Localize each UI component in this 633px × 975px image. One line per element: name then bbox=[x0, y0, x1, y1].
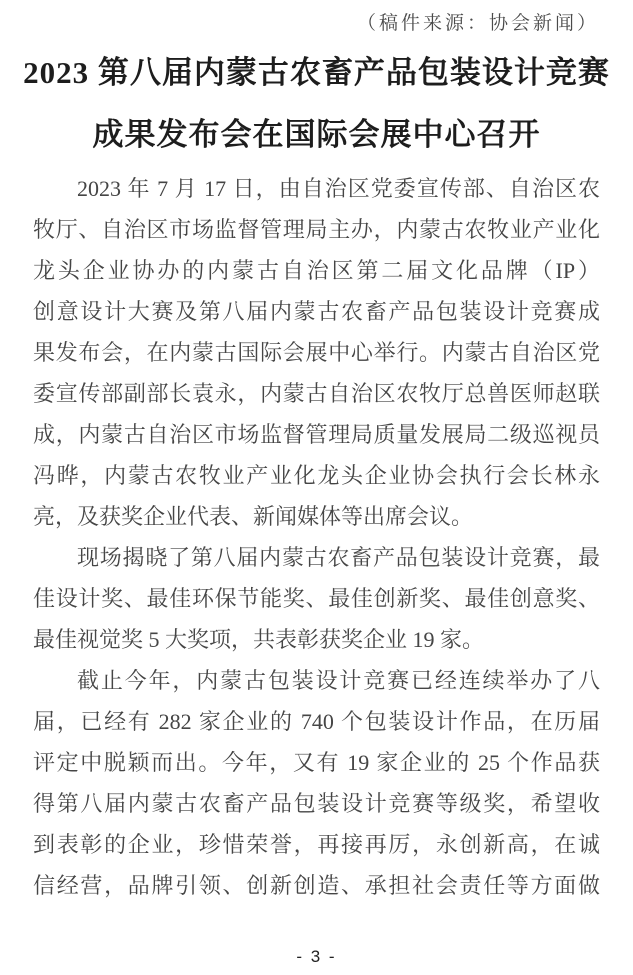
body-line: 亮，及获奖企业代表、新闻媒体等出席会议。 bbox=[33, 504, 474, 529]
body-line: 评定中脱颖而出。今年，又有 19 家企业的 25 个作品获 bbox=[33, 750, 600, 775]
title-line-1: 2023 第八届内蒙古农畜产品包装设计竞赛 bbox=[23, 55, 610, 90]
paragraph bbox=[33, 537, 600, 660]
body-line: 龙头企业协办的内蒙古自治区第二届文化品牌（IP） bbox=[33, 258, 600, 283]
body-line: 信经营，品牌引领、创新创造、承担社会责任等方面做 bbox=[33, 873, 600, 898]
body-line: 佳设计奖、最佳环保节能奖、最佳创新奖、最佳创意奖、 bbox=[33, 586, 600, 611]
body-line: 2023 年 7 月 17 日，由自治区党委宣传部、自治区农 bbox=[77, 176, 600, 201]
document-body bbox=[33, 168, 600, 906]
body-line: 现场揭晓了第八届内蒙古农畜产品包装设计竞赛，最 bbox=[77, 545, 600, 570]
body-line: 冯晔，内蒙古农牧业产业化龙头企业协会执行会长林永 bbox=[33, 463, 600, 488]
body-line: 创意设计大赛及第八届内蒙古农畜产品包装设计竞赛成 bbox=[33, 299, 600, 324]
body-line: 得第八届内蒙古农畜产品包装设计竞赛等级奖，希望收 bbox=[33, 791, 600, 816]
body-line: 牧厅、自治区市场监督管理局主办，内蒙古农牧业产业化 bbox=[33, 217, 600, 242]
body-line: 果发布会，在内蒙古国际会展中心举行。内蒙古自治区党 bbox=[33, 340, 600, 365]
title-line-2: 成果发布会在国际会展中心召开 bbox=[92, 117, 541, 152]
body-line: 到表彰的企业，珍惜荣誉，再接再厉，永创新高，在诚 bbox=[33, 832, 600, 857]
body-line: 成，内蒙古自治区市场监督管理局质量发展局二级巡视员 bbox=[33, 422, 600, 447]
body-line: 截止今年，内蒙古包装设计竞赛已经连续举办了八 bbox=[77, 668, 600, 693]
body-line: 最佳视觉奖 5 大奖项，共表彰获奖企业 19 家。 bbox=[33, 627, 485, 652]
body-line: 委宣传部副部长袁永，内蒙古自治区农牧厅总兽医师赵联 bbox=[33, 381, 600, 406]
paragraph bbox=[33, 660, 600, 906]
page-number: - 3 - bbox=[296, 947, 337, 966]
body-line: 届，已经有 282 家企业的 740 个包装设计作品，在历届 bbox=[33, 709, 600, 734]
paragraph bbox=[33, 168, 600, 537]
document-title bbox=[0, 42, 633, 166]
source-note: （稿件来源：协会新闻） bbox=[356, 13, 599, 34]
